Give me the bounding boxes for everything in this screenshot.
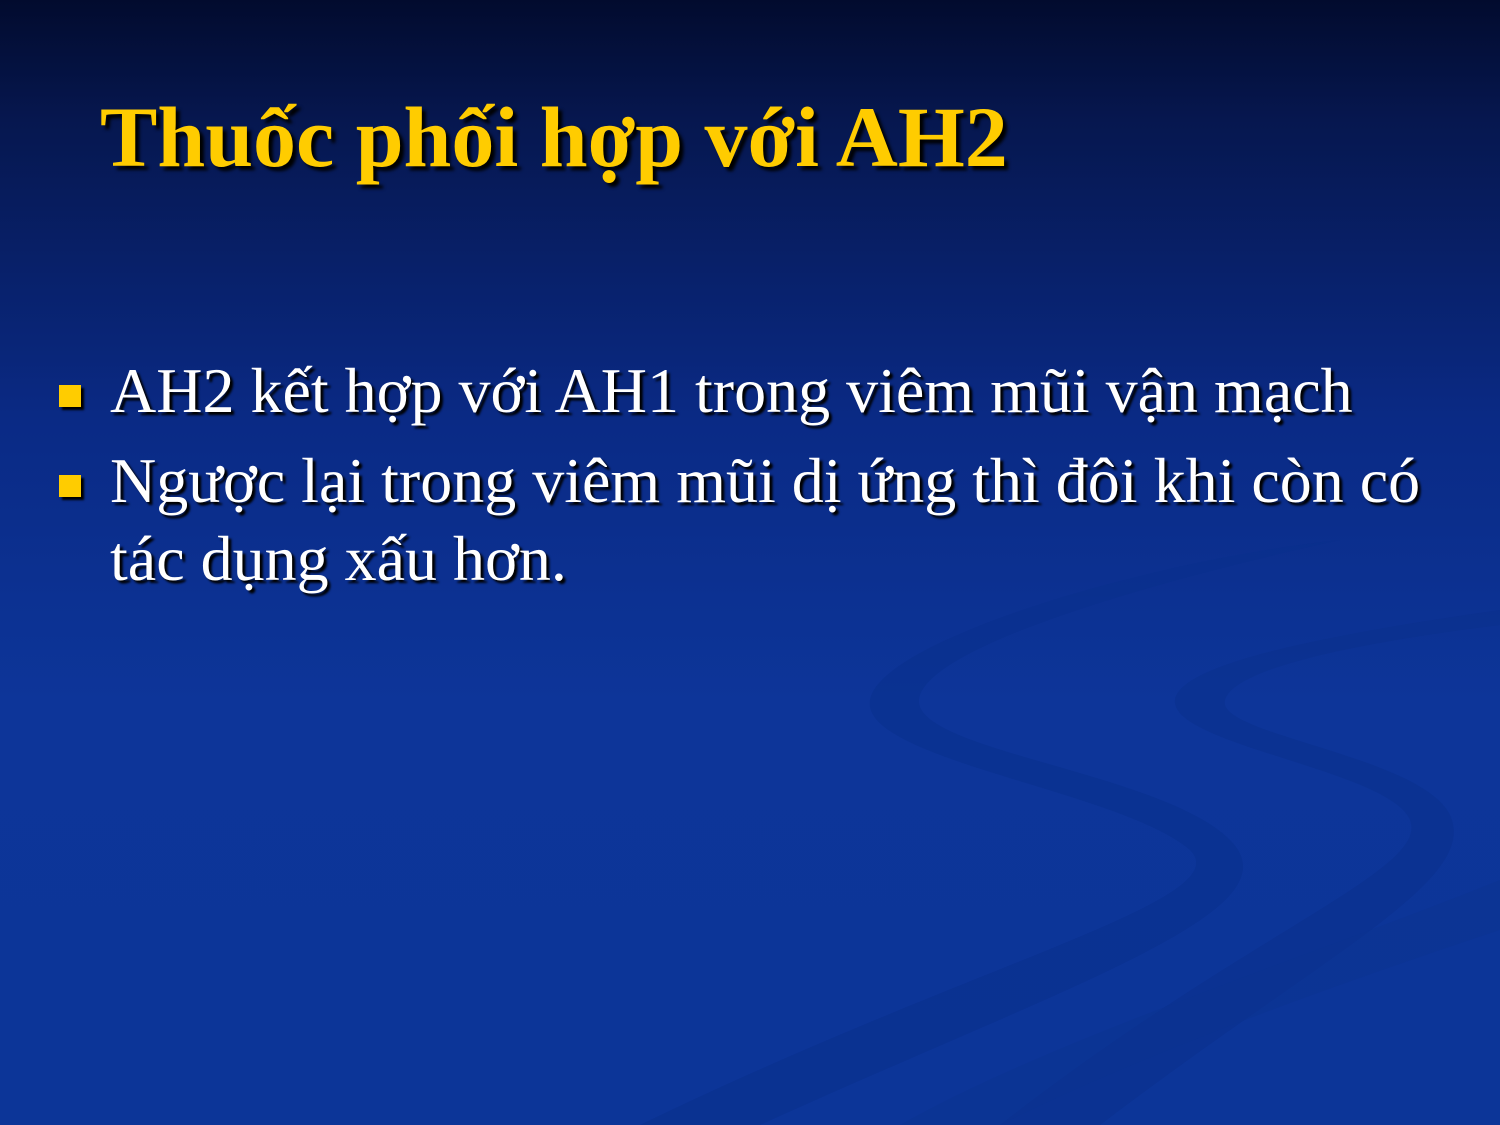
slide-title: Thuốc phối hợp với AH2 xyxy=(100,89,1008,185)
bullet-text: AH2 kết hợp với AH1 trong viêm mũi vận mạch xyxy=(110,355,1353,426)
bullet-text: Ngược lại trong viêm mũi dị ứng thì đôi khi còn có tác dụng xấu hơn. xyxy=(110,445,1421,594)
bullet-item xyxy=(56,352,1436,430)
square-bullet-icon xyxy=(59,475,81,497)
bullet-list xyxy=(56,352,1436,610)
bullet-item xyxy=(56,442,1436,598)
square-bullet-icon xyxy=(59,385,81,407)
